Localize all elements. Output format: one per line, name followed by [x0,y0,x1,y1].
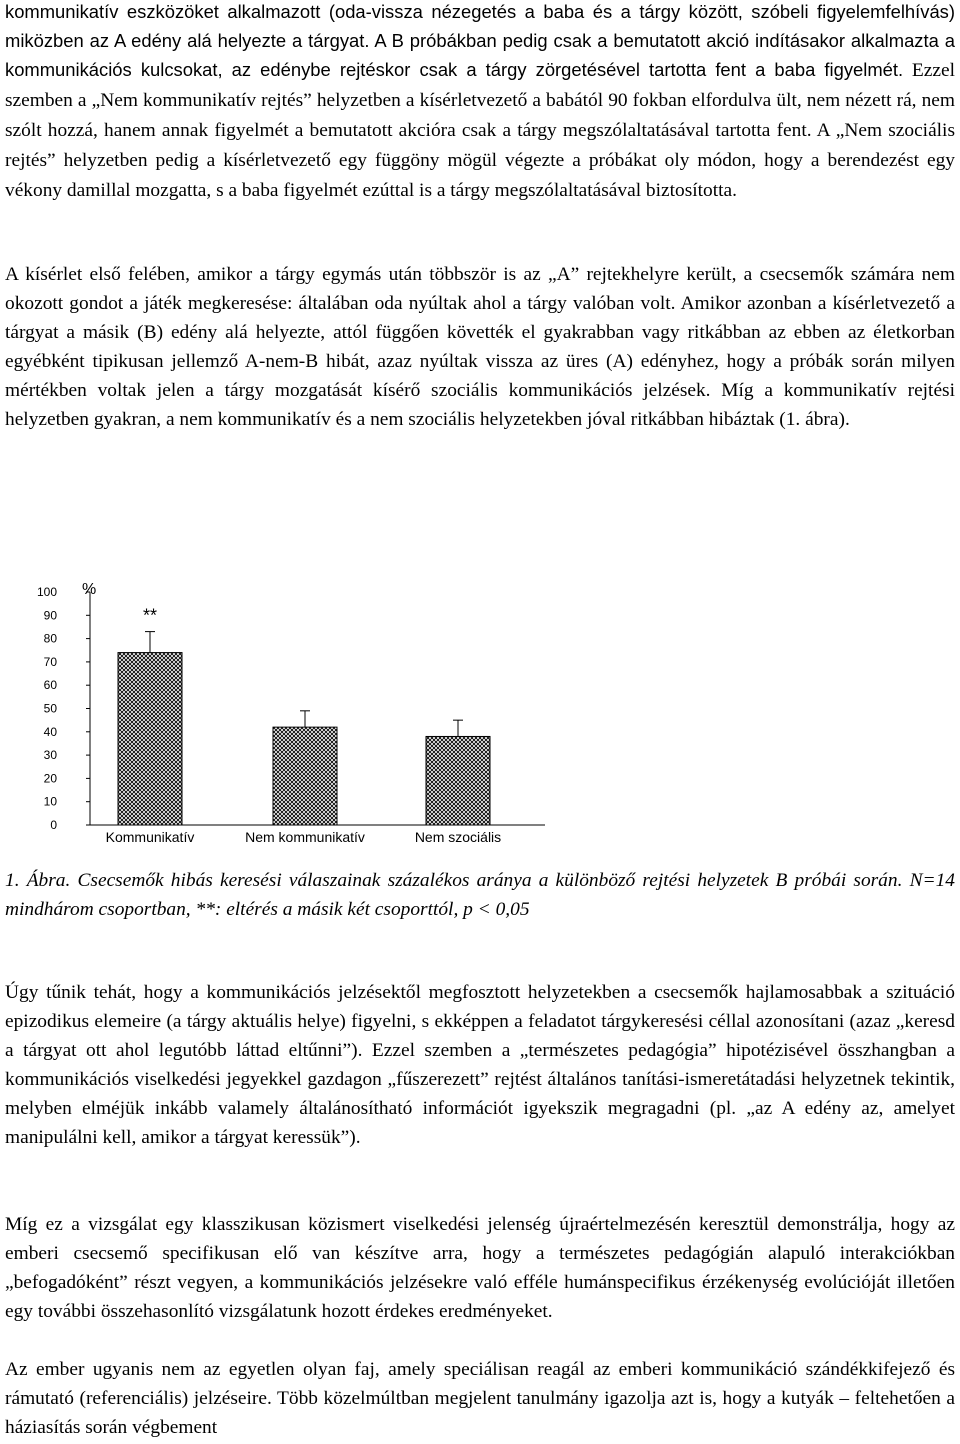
y-tick-label: 10 [43,794,57,809]
figure-1-chart [0,570,560,860]
paragraph-method [5,0,955,205]
y-tick-label: 20 [43,771,57,786]
y-tick-label: 90 [43,608,57,623]
paragraph-dogs: Az ember ugyanis nem az egyetlen olyan faj, amely speciálisan reagál az emberi kommunikáció szándékkifejező és rámutató (referenciális) jelzéseire. Több közelmúltban megjelent tanulmány igazolja azt is, hogy a kutyák – feltehetően a háziasítás során végbement [5,1359,955,1438]
category-label: Nem szociális [414,829,502,845]
bar [118,653,182,825]
category-label: Kommunikatív [105,829,195,845]
figure-caption: 1. Ábra. Csecsemők hibás keresési válaszainak százalékos aránya a különböző rejtési helyzetek B próbái során. N=14 mindhárom csoportban, **: eltérés a másik két csoporttól, p < 0,05 [5,870,955,920]
y-tick-label: 100 [36,585,57,599]
bar [426,736,490,825]
bar [273,727,337,825]
paragraph-method-sans: kommunikatív eszközöket alkalmazott (oda-vissza nézegetés a baba és a tárgy között, szóbeli figyelemfelhívás) miközben az A edény alá helyezte a tárgyat. A B próbákban pedig csak a bemutatott akció indításakor alkalmazta a kommunikációs kulcsokat, az edénybe rejtéskor csak a tárgy zörgetésével tartotta fent a baba figyelmét. [5,1,955,80]
y-tick-label: 30 [43,748,57,763]
y-tick-label: 50 [43,701,57,716]
y-tick-label: 60 [43,678,57,693]
paragraph-discussion: Úgy tűnik tehát, hogy a kommunikációs jelzésektől megfosztott helyzetekben a csecsemők hajlamosabbak a szituáció epizodikus elemeire (a tárgy aktuális helye) figyelni, s ekképpen a feladatot tárgykeresési céllal azonosítani (azaz „keresd a tárgyat ott ahol legutóbb láttad eltűnni”). Ezzel szemben a „természetes pedagógia” hipotézisével összhangban a kommunikációs viselkedési jegyekkel gazdagon „fűszerezett” rejtést általános tanítási-ismeretátadási helyzetnek tekintik, melyben elméjük inkább valamely általánosítható információt igyekszik megragadni (pl. „az A edény az, amelyet manipulálni kell, amikor a tárgyat keressük”). [5,982,955,1148]
paragraph-results: A kísérlet első felében, amikor a tárgy egymás után többször is az „A” rejtekhelyre került, a csecsemők számára nem okozott gondot a játék megkeresése: általában oda nyúltak ahol a tárgy valóban volt. Amikor azonban a kísérletvezető a tárgyat a másik (B) edény alá helyezte, attól függően követték el gyakrabban vagy ritkábban az ebben az életkorban egyébként tipikusan jellemző A-nem-B hibát, azaz nyúltak vissza az üres (A) edényhez, hogy a próbák során milyen mértékben voltak jelen a tárgy mozgatását kísérő szociális kommunikációs jelzések. Míg a kommunikatív rejtési helyzetben gyakran, a nem kommunikatív és a nem szociális helyzetekben jóval ritkábban hibáztak (1. ábra). [5,264,955,430]
y-tick-label: 40 [43,724,57,739]
paragraph-method-serif: Ezzel szemben a „Nem kommunikatív rejtés” helyzetben a kísérletvezető a babától 90 fokban elfordulva ült, nem nézett rá, nem szólt hozzá, hanem annak figyelmét a bemutatott akcióra csak a tárgy megszólaltatásával tartotta fent. A „Nem szociális rejtés” helyzetben pedig a kísérletvezető egy függöny mögül végezte a próbákat oly módon, hogy a berendezést egy vékony damillal mozgatta, s a baba figyelmét ezúttal is a tárgy megszólaltatásával biztosította. [5,60,955,201]
significance-annotation: ** [142,605,158,626]
y-tick-label: 70 [43,654,57,669]
y-tick-label: 0 [50,818,57,832]
y-tick-label: 80 [43,631,57,646]
paragraph-conclusion: Míg ez a vizsgálat egy klasszikusan közismert viselkedési jelenség újraértelmezésén keresztül demonstrálja, hogy az emberi csecsemő specifikusan elő van készítve arra, hogy a természetes pedagógián alapuló interakciókban „befogadóként” részt vegyen, a kommunikációs jelzésekre való efféle humánspecifikus érzékenység evolúcióját illetően egy további összehasonlító vizsgálatunk hozott érdekes eredményeket. [5,1214,955,1322]
bar-chart-svg [0,570,560,860]
y-axis-unit-label: % [82,581,97,598]
category-label: Nem kommunikatív [245,829,365,845]
